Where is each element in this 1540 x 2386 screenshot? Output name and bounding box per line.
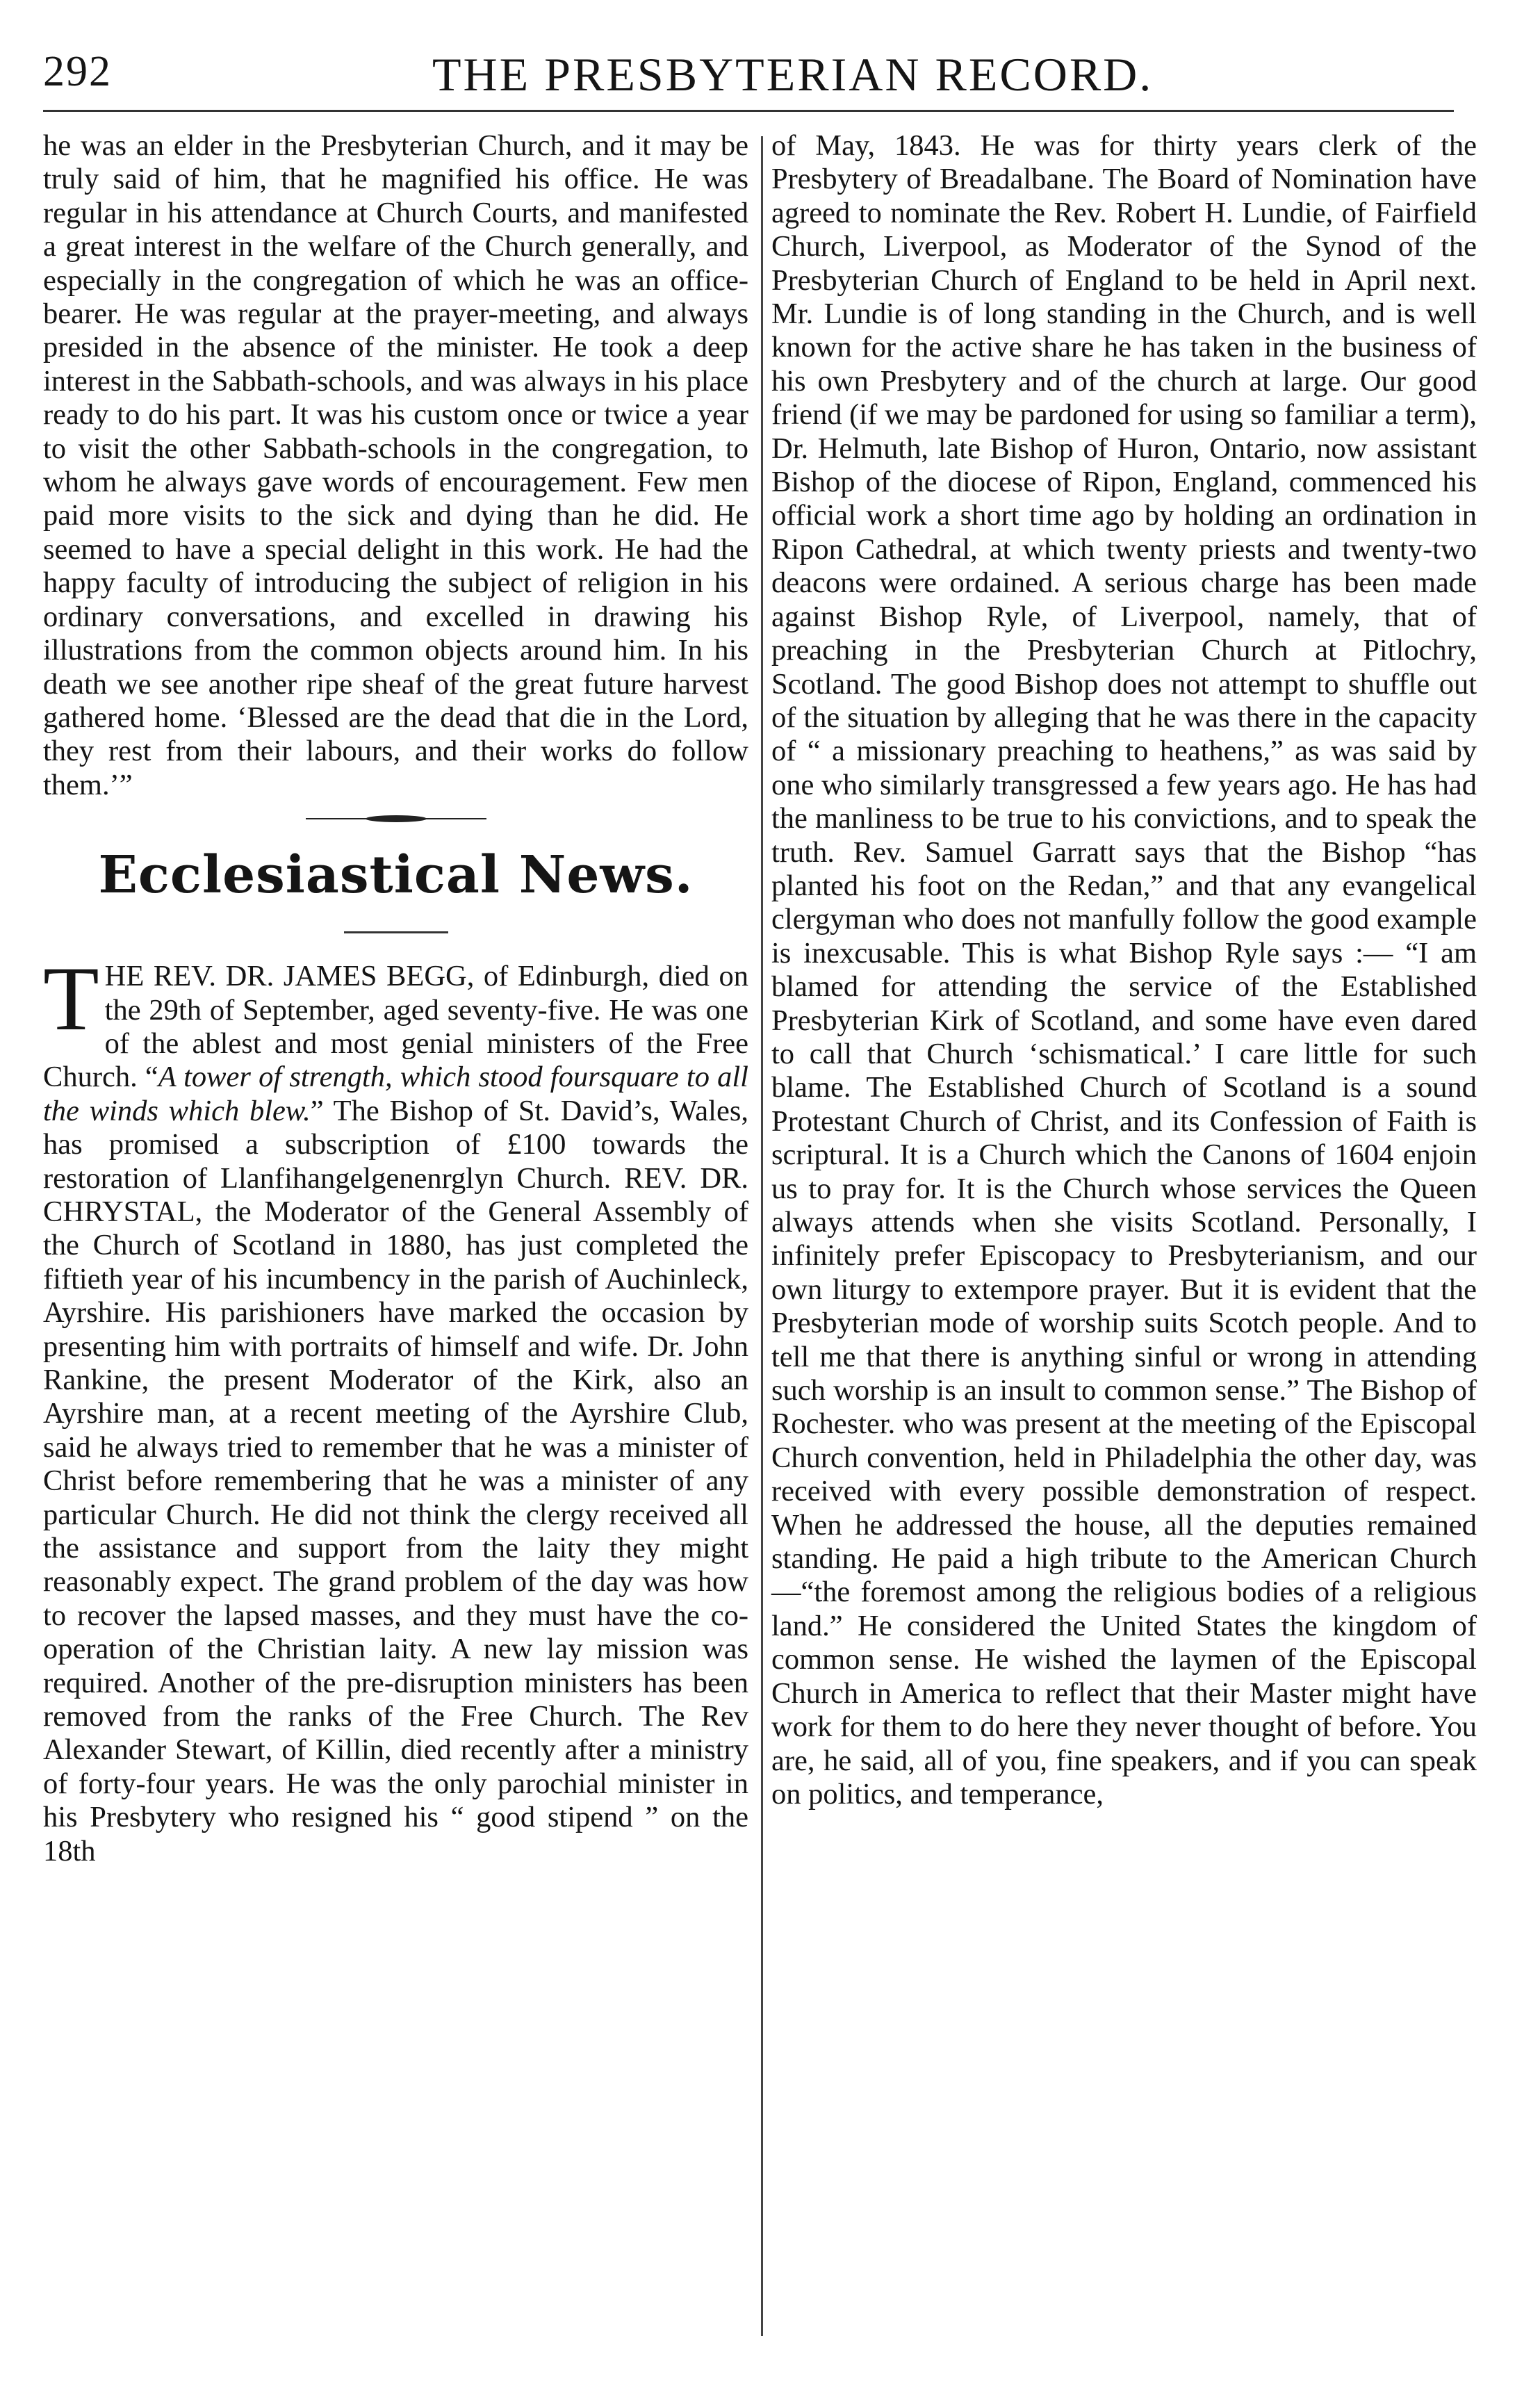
news-paragraph bbox=[43, 947, 749, 1868]
header-rule bbox=[43, 110, 1454, 112]
news-text-bishop: ” The Bishop of St. David’s, Wales, has promised a subscription of £100 towards the restoration of Llanfihangelgenenrglyn Church. bbox=[43, 1094, 748, 1195]
news-quote: A tower of strength, which stood foursquare to all the winds which blew. bbox=[43, 1061, 748, 1127]
drop-cap: T bbox=[43, 947, 99, 1050]
section-title: Ecclesiastical News. bbox=[98, 845, 694, 906]
right-column bbox=[771, 129, 1477, 1811]
ornament-divider-icon bbox=[292, 812, 500, 826]
page-number: 292 bbox=[43, 48, 112, 95]
section-rule bbox=[344, 931, 448, 933]
column-divider bbox=[761, 136, 763, 2336]
running-header bbox=[43, 40, 1461, 110]
right-column-text: of May, 1843. He was for thirty years clerk of the Presbytery of Breadalbane. The Board of Nomination have agreed to nominate the Rev. Robert H. Lundie, of Fairfield Church, Liverpool, as Moderator of the Synod of the Presbyterian Church of England to be held in April next. Mr. Lundie is of long standing in the Church, and is well known for the active share he has taken in the business of his own Presbytery and of the church at large. Our good friend (if we may be pardoned for using so familiar a term), Dr. Helmuth, late Bishop of Huron, Ontario, now assistant Bishop of the diocese of Ripon, England, commenced his official work a short time ago by holding an ordination in Ripon Cathedral, at which twenty priests and twenty-two deacons were ordained. A serious charge has been made against Bishop Ryle, of Liverpool, namely, that of preaching in the Presbyterian Church at Pitlochry, Scotland. The good Bishop does not attempt to shuffle out of the situation by alleging that he was there in the capacity of “ a missionary preaching to heathens,” as was said by one who similarly transgressed a few years ago. He has had the manliness to be true to his convictions, and to speak the truth. Rev. Samuel Garratt says that the Bishop “has planted his foot on the Redan,” and that any evangelical clergyman who does not manfully follow the good example is inexcusable. This is what Bishop Ryle says :— “I am blamed for attending the service of the Established Presbyterian Kirk of Scotland, and some have even dared to call that Church ‘schismatical.’ I care little for such blame. The Established Church of Scotland is a sound Protestant Church of Christ, and its Confession of Faith is scriptural. It is a Church which the Canons of 1604 enjoin us to pray for. It is the Church whose services the Queen always attends when she visits Scotland. Personally, I infinitely prefer Episcopacy to Presbyterianism, and our own liturgy to extempore prayer. But it is evident that the Presbyterian mode of worship suits Scotch people. And to tell me that there is anything sinful or wrong in attending such worship is an insult to common sense.” The Bishop of Rochester. who was present at the meeting of the Episcopal Church convention, held in Philadelphia the other day, was received with every possible demonstration of respect. When he addressed the house, all the deputies remained standing. He paid a high tribute to the American Church—“the foremost among the religious bodies of a religious land.” He considered the United States the kingdom of common sense. He wished the laymen of the Episcopal Church in America to reflect that their Master might have work for them to do here they never thought of before. You are, he said, all of you, fine speakers, and if you can speak on politics, and temperance, bbox=[771, 129, 1477, 1811]
running-title: THE PRESBYTERIAN RECORD. bbox=[432, 48, 1154, 101]
news-text-begg: HE REV. DR. JAMES BEGG, of Edinburgh, died on the 29th of September, aged seventy-five. He was one of the ablest and most genial ministers of the Free Church. “ bbox=[43, 960, 748, 1094]
obituary-paragraph: he was an elder in the Presbyterian Church, and it may be truly said of him, that he magnified his office. He was regular in his attendance at Church Courts, and manifested a great interest in the welfare of the Church generally, and especially in the congregation of which he was an office-bearer. He was regular at the prayer-meeting, and always presided in the absence of the minister. He took a deep interest in the Sabbath-schools, and was always in his place ready to do his part. It was his custom once or twice a year to visit the other Sabbath-schools in the congregation, to whom he always gave words of encouragement. Few men paid more visits to the sick and dying than he did. He seemed to have a special delight in this work. He had the happy faculty of introducing the subject of religion in his ordinary conversations, and excelled in drawing his illustrations from the common objects around him. In his death we see another ripe sheaf of the great future harvest gathered home. ‘Blessed are the dead that die in the Lord, they rest from their labours, and their works do follow them.’” bbox=[43, 129, 748, 801]
left-column bbox=[43, 129, 748, 1868]
news-text-chrystal: the Moderator of the General Assembly of the Church of Scotland in 1880, has just completed the fiftieth year of his incumbency in the parish of Auchinleck, Ayrshire. His parishioners have marked the occasion by presenting him with portraits of himself and wife. Dr. John Rankine, the present Moderator of the Kirk, also an Ayrshire man, at a recent meeting of the Ayrshire Club, said he always tried to remember that he was a minister of Christ before remembering that he was a minister of any particular Church. He did not think the clergy received all the assistance and support from the laity they might reasonably expect. The grand problem of the day was how to recover the lapsed masses, and they must have the co-operation of the Christian laity. A new lay mission was required. Another of the pre-disruption ministers has been removed from the ranks of the Free Church. The Rev Alexander Stewart, of Killin, died recently after a ministry of forty-four years. He was the only parochial minister in his Presbytery who resigned his “ good stipend ” on the 18th bbox=[43, 1195, 748, 1868]
news-text-rev: REV. DR. CHRYSTAL, bbox=[43, 1161, 749, 1228]
